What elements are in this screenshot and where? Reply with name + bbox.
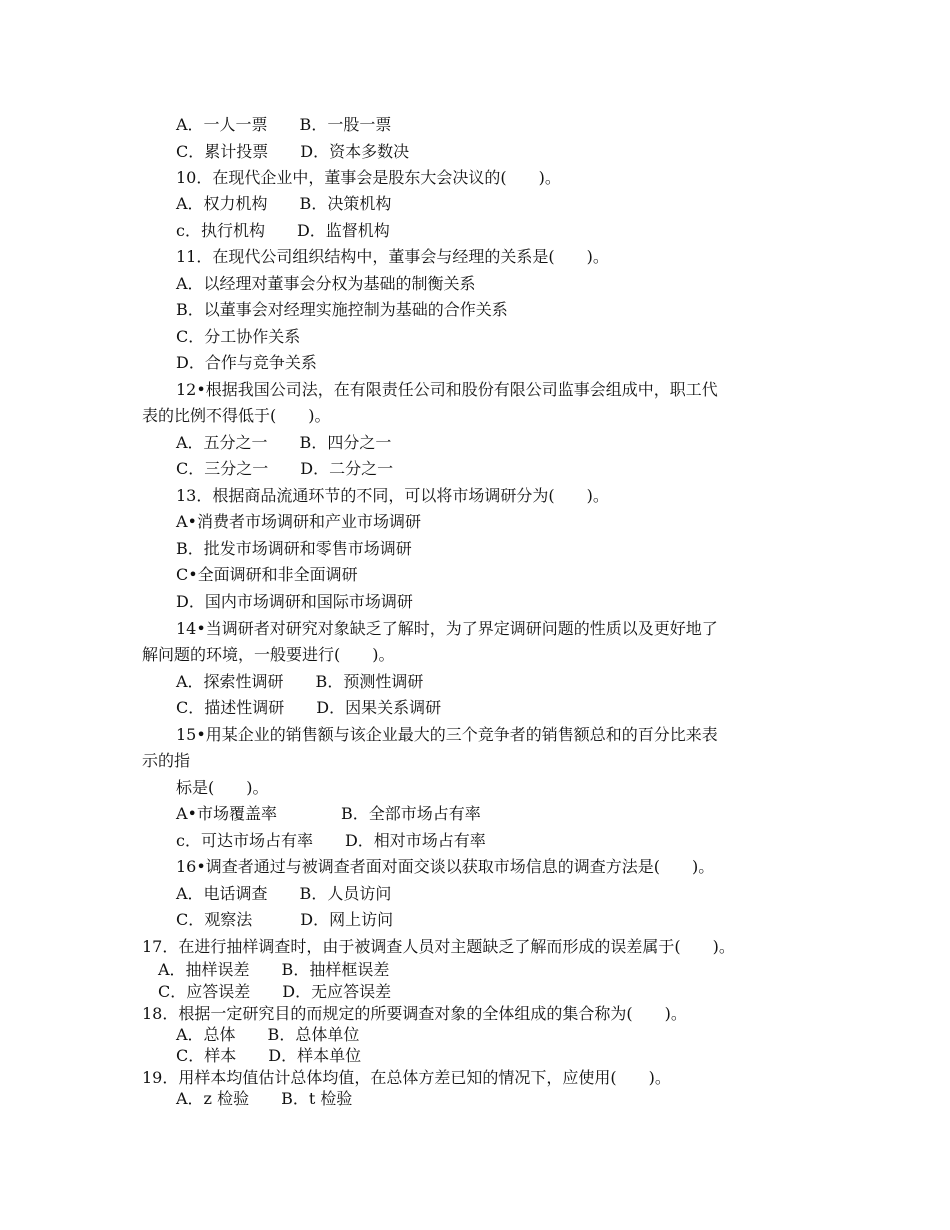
- text-line: A．抽样误差 B．抽样框误差: [158, 960, 390, 979]
- text-line: A•市场覆盖率 B．全部市场占有率: [176, 804, 481, 823]
- question-line: 10．在现代企业中，董事会是股东大会决议的( )。: [176, 168, 561, 187]
- question-line: 19．用样本均值估计总体均值，在总体方差已知的情况下，应使用( )。: [142, 1068, 671, 1087]
- text-line: A．权力机构 B．决策机构: [176, 194, 392, 213]
- question-line: 15•用某企业的销售额与该企业最大的三个竞争者的销售额总和的百分比来表: [176, 725, 718, 744]
- question-line: 12•根据我国公司法，在有限责任公司和股份有限公司监事会组成中，职工代: [176, 380, 718, 399]
- text-line: B．批发市场调研和零售市场调研: [176, 539, 412, 558]
- text-line: C．样本 D．样本单位: [176, 1046, 362, 1065]
- text-line: A．总体 B．总体单位: [176, 1025, 360, 1044]
- question-line: 13．根据商品流通环节的不同，可以将市场调研分为( )。: [176, 486, 609, 505]
- text-line: C．描述性调研 D．因果关系调研: [176, 698, 442, 717]
- question-line: 18．根据一定研究目的而规定的所要调查对象的全体组成的集合称为( )。: [142, 1004, 687, 1023]
- text-line: B．以董事会对经理实施控制为基础的合作关系: [176, 300, 508, 319]
- text-line: c．执行机构 D．监督机构: [176, 221, 390, 240]
- text-line: 表的比例不得低于( )。: [142, 406, 331, 425]
- text-line: C．分工协作关系: [176, 327, 301, 346]
- text-line: C．观察法 D．网上访问: [176, 910, 394, 929]
- text-line: C．累计投票 D．资本多数决: [176, 142, 410, 161]
- text-line: D．合作与竞争关系: [176, 353, 317, 372]
- text-line: A•消费者市场调研和产业市场调研: [176, 512, 421, 531]
- text-line: A．探索性调研 B．预测性调研: [176, 672, 424, 691]
- text-line: A．电话调查 B．人员访问: [176, 884, 392, 903]
- text-line: A．以经理对董事会分权为基础的制衡关系: [176, 274, 476, 293]
- text-line: C．应答误差 D．无应答误差: [158, 982, 392, 1001]
- text-line: 解问题的环境，一般要进行( )。: [142, 645, 395, 664]
- text-line: c．可达市场占有率 D．相对市场占有率: [176, 831, 486, 850]
- text-line: 标是( )。: [176, 778, 269, 797]
- question-line: 16•调查者通过与被调查者面对面交谈以获取市场信息的调查方法是( )。: [176, 857, 715, 876]
- text-line: C．三分之一 D．二分之一: [176, 459, 394, 478]
- text-line: A．五分之一 B．四分之一: [176, 433, 392, 452]
- text-line: D．国内市场调研和国际市场调研: [176, 592, 413, 611]
- question-line: 11．在现代公司组织结构中，董事会与经理的关系是( )。: [176, 247, 609, 266]
- text-line: C•全面调研和非全面调研: [176, 565, 358, 584]
- question-line: 17．在进行抽样调查时，由于被调查人员对主题缺乏了解而形成的误差属于( )。: [142, 937, 735, 956]
- text-line: A．z 检验 B．t 检验: [176, 1089, 353, 1108]
- text-line: 示的指: [142, 751, 191, 770]
- text-line: A．一人一票 B．一股一票: [176, 115, 392, 134]
- question-line: 14•当调研者对研究对象缺乏了解时，为了界定调研问题的性质以及更好地了: [176, 619, 718, 638]
